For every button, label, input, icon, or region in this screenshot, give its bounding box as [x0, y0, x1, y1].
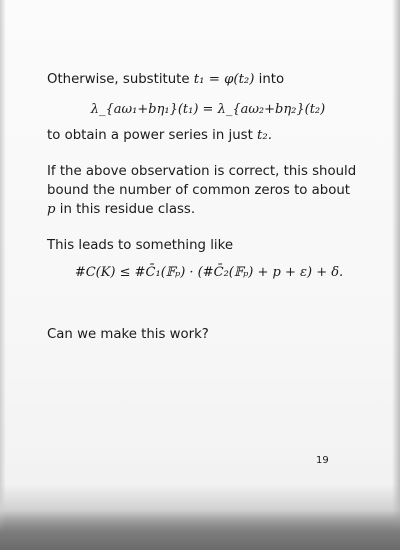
- page-body: [47, 66, 377, 344]
- paragraph-3-line-1: This leads to something like: [47, 238, 234, 253]
- paragraph-2-line-1: If the above observation is correct, this should: [47, 164, 357, 179]
- para2-math-p: p: [47, 202, 56, 217]
- equation-2-text: #C(K) ≤ #C̄₁(𝔽ₚ) · (#C̄₂(𝔽ₚ) + p + ε) + δ.: [74, 265, 344, 280]
- para1-suffix: into: [258, 72, 285, 87]
- para2-line3-text: in this residue class.: [59, 202, 196, 217]
- paragraph-1-line-3: [47, 127, 377, 145]
- paragraph-4: Can we make this work?: [47, 327, 209, 342]
- page-left-shadow: [0, 0, 6, 550]
- para1-inline-math: t₁ = φ(t₂): [193, 72, 255, 87]
- para1-end-math: t₂.: [257, 128, 272, 143]
- scanner-bottom-band: [0, 510, 400, 550]
- page-right-shadow: [392, 0, 400, 550]
- paragraph-2-line-3: [47, 201, 377, 219]
- paragraph-2-line-2: bound the number of common zeros to about: [47, 183, 351, 198]
- page-number: 19: [316, 455, 329, 466]
- equation-2: [47, 264, 377, 282]
- paragraph-1-line-1: [47, 71, 377, 89]
- equation-1: [47, 101, 377, 119]
- para1-prefix: Otherwise, substitute: [47, 72, 190, 87]
- para1-end-prefix: to obtain a power series in just: [47, 128, 253, 143]
- equation-1-text: λ_{aω₁+bη₁}(t₁) = λ_{aω₂+bη₂}(t₂): [90, 102, 326, 117]
